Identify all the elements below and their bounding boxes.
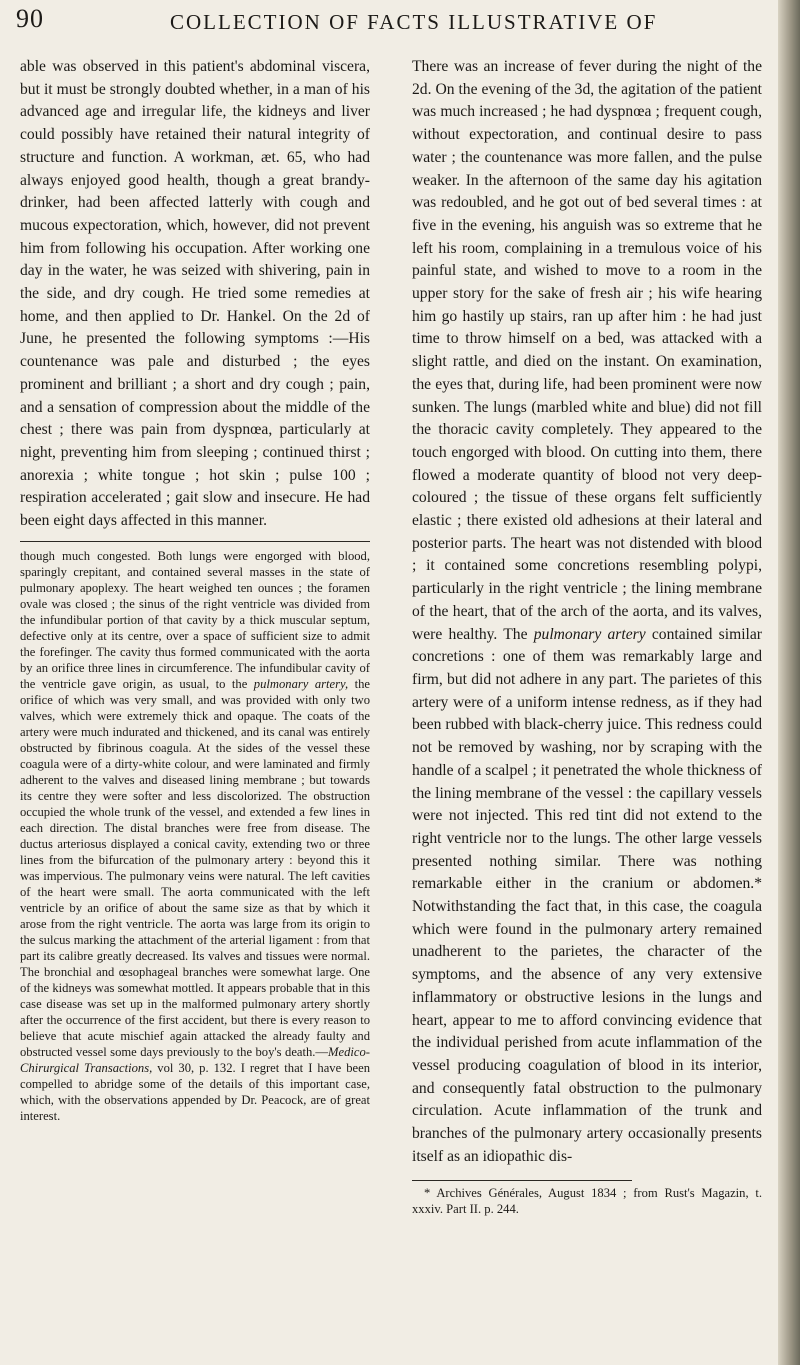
case-notes-text-b: the orifice of which was very small, and was provided with only two valves, which were extremely thick and opaque. The coats of the artery were much indurated and thickened, and its canal was entirely obstructed by fibrinous coagula. At the sides of the vessel these coagula were of a dirty-white colour, and were laminated and firmly adherent to the valves and diseased lining membrane ; but towards its centre they were softer and less discolorized. The obstruction occupied the whole trunk of the vessel, and extended a few lines in each direction. The distal branches were free from disease. The ductus arteriosus displayed a conical cavity, extending two or three lines from the bifurcation of the pulmonary artery : beyond this it was impervious. The pulmonary veins were natural. The left cavities of the heart were small. The aorta communicated with the left ventricle by an orifice of about the same size as that by which it arose from the right ventricle. The aorta was large from its origin to the sulcus marking the attachment of the arterial ligament : from that part its calibre greatly decreased. Its valves and tissues were normal. The bronchial and œsophageal branches were somewhat large. One of the kidneys was somewhat mottled. It appears probable that in this case disease was set up in the malformed pulmonary artery shortly after the occurrence of the first accident, but there is every reason to believe that acute mischief again attacked the already faulty and obstructed vessel some days previously to the boy's death.— [20,676,370,1059]
body-paragraph [412,56,762,1168]
right-column [412,56,762,1217]
body-text-b: contained similar concretions : one of them was remarkably large and firm, but did not adhere in any part. The parietes of this artery were of a uniform intense redness, as if they had been rubbed with black-cherry juice. This redness could not be removed by washing, nor by scraping with the handle of a scalpel ; it penetrated the whole thickness of the lining membrane of the vessel : the capillary vessels were not injected. This red tint did not extend to the right ventricle nor to the lungs. The other large vessels presented nothing similar. There was nothing remarkable either in the cranium or abdomen.* Notwithstanding the fact that, in this case, the coagula which were found in the pulmonary artery remained unadherent to the parietes, the character of the symptoms, and the absence of any very extensive inflammatory or obstructive lesions in the lungs and heart, appear to me to afford convincing evidence that the individual perished from acute inflammation of the vessel producing coagulation of blood in its interior, and consequently fatal obstruction to the pulmonary circulation. Acute inflammation of the trunk and branches of the pulmonary artery occasionally presents itself as an idiopathic dis- [412,625,762,1165]
case-notes-text-a: though much congested. Both lungs were engorged with blood, sparingly crepitant, and contained several masses in the state of pulmonary apoplexy. The heart weighed ten ounces ; the foramen ovale was closed ; the sinus of the right ventricle was divided from the infundibular portion of that cavity by a thick muscular septum, defective only at its centre, over a space of sufficient size to admit the forefinger. The cavity thus formed communicated with the aorta by an orifice three lines in circumference. The infundibular cavity of the ventricle gave origin, as usual, to the [20,548,370,691]
running-head: COLLECTION OF FACTS ILLUSTRATIVE OF [170,10,658,34]
page-edge-shadow [778,0,800,1365]
left-column [20,56,370,1124]
column-rule [20,541,370,542]
case-notes-italic-term: pulmonary artery, [253,676,349,691]
body-italic-term: pulmonary artery [533,625,646,643]
case-notes-text-c: vol 30, p. 132. I regret that I have been compelled to abridge some of the details of this important case, which, with the observations appended by Dr. Peacock, are of great interest. [20,1060,370,1123]
footnote-rule [412,1180,632,1181]
footnote: * Archives Générales, August 1834 ; from Rust's Magazin, t. xxxiv. Part II. p. 244. [412,1186,762,1217]
case-notes-citation: Medico-Chirurgical Transactions, [20,1044,370,1075]
body-paragraph: able was observed in this patient's abdominal viscera, but it must be strongly doubted whether, in a man of his advanced age and irregular life, the kidneys and liver could possibly have retained their natural integrity of structure and function. A workman, æt. 65, who had always enjoyed good health, though a great brandy-drinker, had been affected latterly with cough and mucous expectoration, which, however, did not prevent him from following his occupation. After working one day in the water, he was seized with shivering, pain in the side, and dry cough. He tried some remedies at home, and then applied to Dr. Hankel. On the 2d of June, he presented the following symptoms :—His countenance was pale and disturbed ; the eyes prominent and brilliant ; a short and dry cough ; pain, and a sensation of compression about the middle of the chest ; there was pain from dyspnœa, particularly at night, preventing him from sleeping ; continued thirst ; anorexia ; white tongue ; hot skin ; pulse 100 ; respiration accelerated ; gait slow and insecure. He had been eight days affected in this manner. [20,58,370,530]
page-header [0,4,770,44]
case-notes-small-text [20,548,370,1124]
body-text-a: There was an increase of fever during the night of the 2d. On the evening of the 3d, the agitation of the patient was much increased ; he had dyspnœa ; frequent cough, without expectoration, and continual desire to pass water ; the countenance was more fallen, and the pulse weaker. In the afternoon of the same day his agitation was redoubled, and he got out of bed several times : at five in the evening, his anguish was so extreme that he left his room, complaining in a tremulous voice of his painful state, and wished to move to a room in the upper story for the sake of fresh air ; his wife hearing him go hastily up stairs, ran up after him : he had just time to throw himself on a bed, was attacked with a slight rattle, and died on the instant. On examination, the eyes that, during life, had been prominent were now sunken. The lungs (marbled white and blue) did not fill the thoracic cavity completely. They appeared to the touch engorged with blood. On cutting into them, there flowed a moderate quantity of blood not very deep-coloured ; the tissue of these organs felt sufficiently elastic ; there existed old adhesions at their lateral and posterior parts. The heart was not distended with blood ; it contained some concretions resembling polypi, particularly in the right ventricle ; the lining membrane of the heart, that of the arch of the aorta, and its valves, were healthy. The [412,58,762,643]
page-number: 90 [16,4,44,33]
